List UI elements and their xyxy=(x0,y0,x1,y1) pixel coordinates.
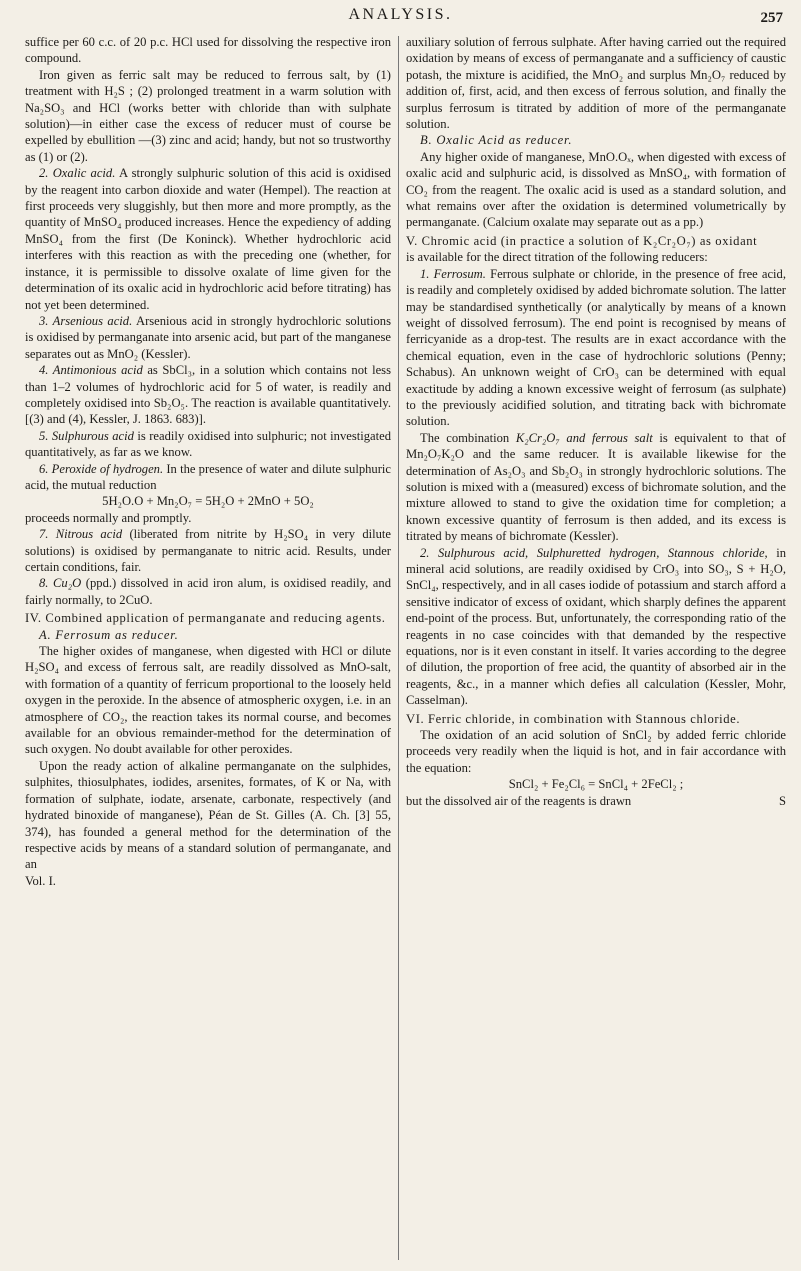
subsection-heading: B. Oxalic Acid as reducer. xyxy=(420,133,573,148)
paragraph: 3. Arsenious acid. Arsenious acid in strongly hydrochloric solutions is oxidised by permanganate into arsenic acid, but part of the manganese separates out as MnO₂ (Kessler). xyxy=(25,313,391,361)
paragraph: suffice per 60 c.c. of 20 p.c. HCl used for dissolving the respective iron compound. xyxy=(25,35,391,66)
page-number: 257 xyxy=(760,10,783,26)
left-column xyxy=(25,34,391,1266)
item-label: 4. Antimonious acid xyxy=(39,363,143,378)
paragraph: 6. Peroxide of hydrogen. In the presence of water and dilute sulphuric acid, the mutual reduction xyxy=(25,461,391,492)
paragraph: is available for the direct titration of the following reducers: xyxy=(406,250,708,265)
item-label: 2. Oxalic acid. xyxy=(39,166,116,181)
emphasis: K₂Cr₂O₇ and ferrous salt xyxy=(515,430,653,445)
item-label: 7. Nitrous acid xyxy=(39,527,123,542)
paragraph: 4. Antimonious acid as SbCl₃, in a solution which contains not less than 1–2 volumes of hydrochloric acid for 5 of water, is readily and completely oxidised into Sb₂O₅. The reaction is available quantitatively. [(3) and (4), Kessler, J. 1863. 683)]. xyxy=(25,363,391,427)
paragraph: The combination K₂Cr₂O₇ and ferrous salt is equivalent to that of Mn₂O₇K₂O and the same reducer. It is available likewise for the determination of As₂O₃ and Sb₂O₃ in strongly hydrochloric solutions. The solution is mixed with a (measured) excess of bichromate solution, and the mixture allowed to stand to give the oxidation time for completion; a known excessive quantity of ferrosum is then added, and its excess is titrated by means of bichromate (Kessler). xyxy=(406,430,786,544)
item-label: 3. Arsenious acid. xyxy=(39,313,133,328)
signature-line xyxy=(25,873,391,889)
page-header xyxy=(0,0,801,30)
item-label: 6. Peroxide of hydrogen. xyxy=(39,461,164,476)
paragraph: 8. Cu₂O (ppd.) dissolved in acid iron alum, is oxidised readily, and fairly normally, to 2CuO. xyxy=(25,576,391,607)
equation: SnCl₂ + Fe₂Cl₆ = SnCl₄ + 2FeCl₂ ; xyxy=(508,777,684,792)
paragraph: 1. Ferrosum. Ferrous sulphate or chloride, in the presence of free acid, is readily and completely oxidised by added bichromate solution. The latter may be standardised synthetically (or analytically by means of a known weight of dissolved ferrosum). The end point is recognised by means of ferricyanide as a drop-test. The results are in exact accordance with the chemical equation, even in the case of hydrochloric solutions (Penny; Schabus). An unknown weight of CrO₃ can be determined with equal exactitude by adding a known excessive weight of ferrosum (as sulphate) to the previously acidified solution, and titrating back with bichromate solution. xyxy=(406,266,786,429)
section-heading: V. Chromic acid (in practice a solution of K₂Cr₂O₇) as oxidant xyxy=(406,233,758,248)
right-column xyxy=(406,34,786,1266)
item-label: 5. Sulphurous acid xyxy=(39,428,134,443)
paragraph: 5. Sulphurous acid is readily oxidised into sulphuric; not investigated quantitatively, as far as we know. xyxy=(25,428,391,460)
running-head: ANALYSIS. xyxy=(348,6,453,23)
item-label: 8. Cu₂O xyxy=(39,576,82,591)
item-label: 2. Sulphurous acid, Sulphuretted hydrogen, Stannous chloride, xyxy=(420,545,768,560)
section-heading: IV. Combined application of permanganate and reducing agents. xyxy=(25,611,386,626)
paragraph-with-signature: but the dissolved air of the reagents is drawn S xyxy=(406,793,786,808)
signature-mark: S xyxy=(778,793,786,808)
paragraph: 2. Sulphurous acid, Sulphuretted hydrogen, Stannous chloride, in mineral acid solutions, are readily oxidised by CrO₃ into SO₃, S + H₂O, SnCl₄, respectively, and in all cases iodide of potassium and starch afford a sensitive indicator of excess of oxidant, which sharply defines the apparent end-point of the process. But, unfortunately, the corresponding ratio of the reagents in no case coincides with that demanded by the respective equations, nor is it even constant in itself. It varies according to the degree of dilution, the proportion of free acid, the quantity of absorbed air in the reagents, &c., in a manner which defies all calculation (Kessler, Mohr, Casselman). xyxy=(406,545,786,708)
item-label: 1. Ferrosum. xyxy=(420,266,486,281)
paragraph: proceeds normally and promptly. xyxy=(25,510,192,525)
volume-mark: Vol. I. xyxy=(25,873,56,888)
column-divider xyxy=(398,36,399,1260)
paragraph: Upon the ready action of alkaline permanganate on the sulphides, sulphites, thiosulphates, iodides, arsenites, formates, of K or Na, with formation of sulphate, iodate, arsenate, carbonate, respectively (and hydrated binoxide of manganese), Péan de St. Gilles (A. Ch. [3] 55, 374), has founded a general method for the determination of the respective acids by means of a standard solution of permanganate, and an xyxy=(25,758,391,872)
paragraph: Any higher oxide of manganese, MnO.Oₓ, when digested with excess of oxalic acid and sulphuric acid, is dissolved as MnSO₄, with formation of CO₂ from the reagent. The oxalic acid is used as a standard solution, and what remains over after the oxidation is determined volumetrically by permanganate. (Calcium oxalate may separate out as a pp.) xyxy=(406,149,786,230)
section-heading: VI. Ferric chloride, in combination with Stannous chloride. xyxy=(406,711,741,726)
paragraph: The higher oxides of manganese, when digested with HCl or dilute H₂SO₄ and excess of ferrous salt, are readily dissolved as MnO-salt, with formation of a quantity of ferricum proportional to the loosely held oxygen in the peroxide. In the absence of atmospheric oxygen, i.e. in an atmosphere of CO₂, the reaction takes its normal course, and becomes available for an obvious remainder-method for the determination of such oxygen. No doubt available for other peroxides. xyxy=(25,644,391,757)
paragraph: 2. Oxalic acid. A strongly sulphuric solution of this acid is oxidised by the reagent into carbon dioxide and water (Hempel). The reaction at first proceeds very sluggishly, but then more and more promptly, as the quantity of MnSO₄ produced increases. Hence the expediency of adding MnSO₄ from the first (De Koninck). Whether hydrochloric acid interferes with this reaction as with the preceding one (whether, for instance, it is permissible to dissolve oxalate of lime given for the determination of its oxalic acid in hydrochloric acid before titrating) has not yet been determined. xyxy=(25,166,391,312)
paragraph: Iron given as ferric salt may be reduced to ferrous salt, by (1) treatment with H₂S ; (2) prolonged treatment in a warm solution with Na₂SO₃ and HCl (works better with chloride than with sulphate solution)—in either case the excess of reducer must of course be expelled by ebullition —(3) zinc and acid; handy, but not so trustworthy as (1) or (2). xyxy=(25,67,391,164)
paragraph: auxiliary solution of ferrous sulphate. After having carried out the required oxidation by means of excess of permanganate and a sufficiency of caustic potash, the mixture is acidified, the MnO₂ and surplus Mn₂O₇ reduced by addition of, first, acid, and then excess of ferrous solution, and finally the surplus ferrosum is titrated by addition of more of the permanganate solution. xyxy=(406,35,786,132)
paragraph: The oxidation of an acid solution of SnCl₂ by added ferric chloride proceeds very readily when the liquid is hot, and in fair accordance with the equation: xyxy=(406,728,786,775)
paragraph: 7. Nitrous acid (liberated from nitrite by H₂SO₄ in very dilute solutions) is oxidised by permanganate to nitric acid. Results, under certain conditions, fair. xyxy=(25,527,391,574)
subsection-heading: A. Ferrosum as reducer. xyxy=(39,627,179,642)
equation: 5H₂O.O + Mn₂O₇ = 5H₂O + 2MnO + 5O₂ xyxy=(102,494,314,509)
